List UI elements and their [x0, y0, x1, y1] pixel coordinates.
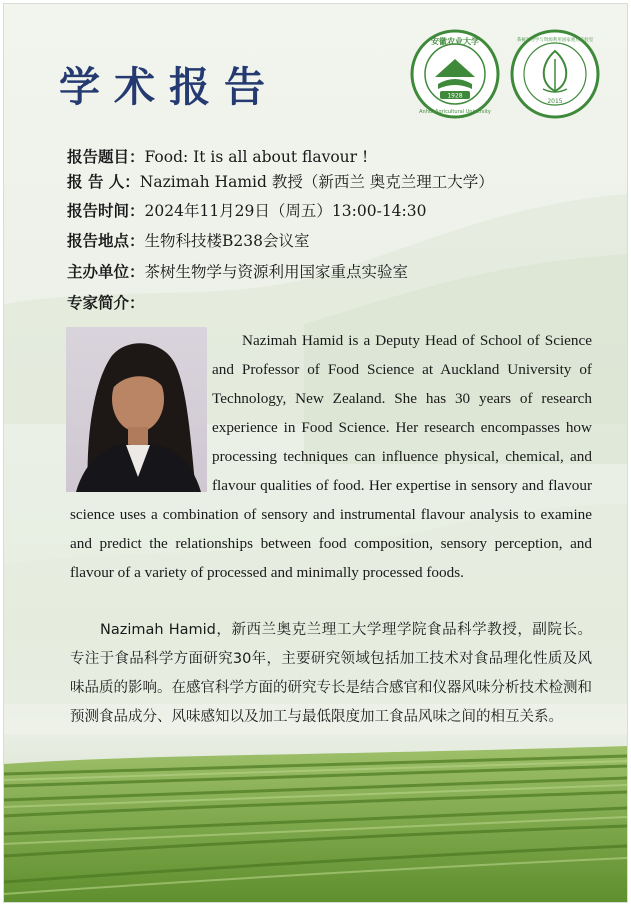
- page-title: 学术报告: [59, 63, 279, 111]
- poster: [3, 3, 628, 903]
- info-host: [67, 260, 408, 282]
- time-label: 报告时间：: [67, 202, 145, 220]
- info-speaker: [67, 170, 494, 192]
- speaker-value: Nazimah Hamid 教授（新西兰 奥克兰理工大学）: [139, 173, 494, 191]
- logo-year: 1928: [447, 92, 463, 100]
- topic-label: 报告题目：: [67, 148, 145, 166]
- photo-spacer: [70, 326, 212, 493]
- tea-field-image: [4, 734, 627, 902]
- info-place: [67, 229, 310, 251]
- logo-cn-text: 安徽农业大学: [431, 37, 479, 46]
- place-value: 生物科技楼B238会议室: [144, 232, 310, 250]
- info-time: [67, 199, 426, 221]
- place-label: 报告地点：: [67, 232, 145, 250]
- host-label: 主办单位：: [67, 263, 145, 281]
- host-value: 茶树生物学与资源利用国家重点实验室: [144, 263, 409, 281]
- info-topic: [67, 145, 368, 167]
- time-value: 2024年11月29日（周五）13:00-14:30: [144, 202, 427, 220]
- logo-en-text: Anhui Agricultural University: [419, 109, 491, 115]
- speaker-label: 报 告 人：: [67, 173, 140, 191]
- topic-value: Food: It is all about flavour !: [144, 148, 369, 166]
- bio-chinese: Nazimah Hamid，新西兰奥克兰理工大学理学院食品科学教授，副院长。专注于食品科学方面研究30年，主要研究领域包括加工技术对食品理化性质及风味品质的影响。在感官科学方面的研究专长是结合感官和仪器风味分析技术检测和预测食品成分、风味感知以及加工与最低限度加工食品风味之间的相互关系。: [70, 622, 592, 725]
- bio-english-block: [70, 326, 592, 587]
- logo-year: 2015: [547, 98, 563, 105]
- bio-label: 专家简介：: [67, 294, 145, 312]
- bio-english: Nazimah Hamid is a Deputy Head of School of Science and Professor of Food Science at Auckland University of Technology, New Zealand. She has 30 years of research experience in Food Science. Her research encompasses how processing techniques can influence physical, chemical, and flavour qualities of food. Her expertise in sensory and flavour science uses a combination of sensory and instrumental flavour analysis to examine and predict the relationships between food composition, sensory perception, and flavour of a variety of processed and minimally processed foods.: [70, 332, 592, 581]
- state-key-laboratory-logo: [510, 29, 600, 119]
- logo-cn-text: 茶树生物学与资源利用国家重点实验室: [516, 38, 594, 43]
- info-bio-heading: [67, 291, 145, 313]
- anhui-agricultural-university-logo: [410, 29, 500, 119]
